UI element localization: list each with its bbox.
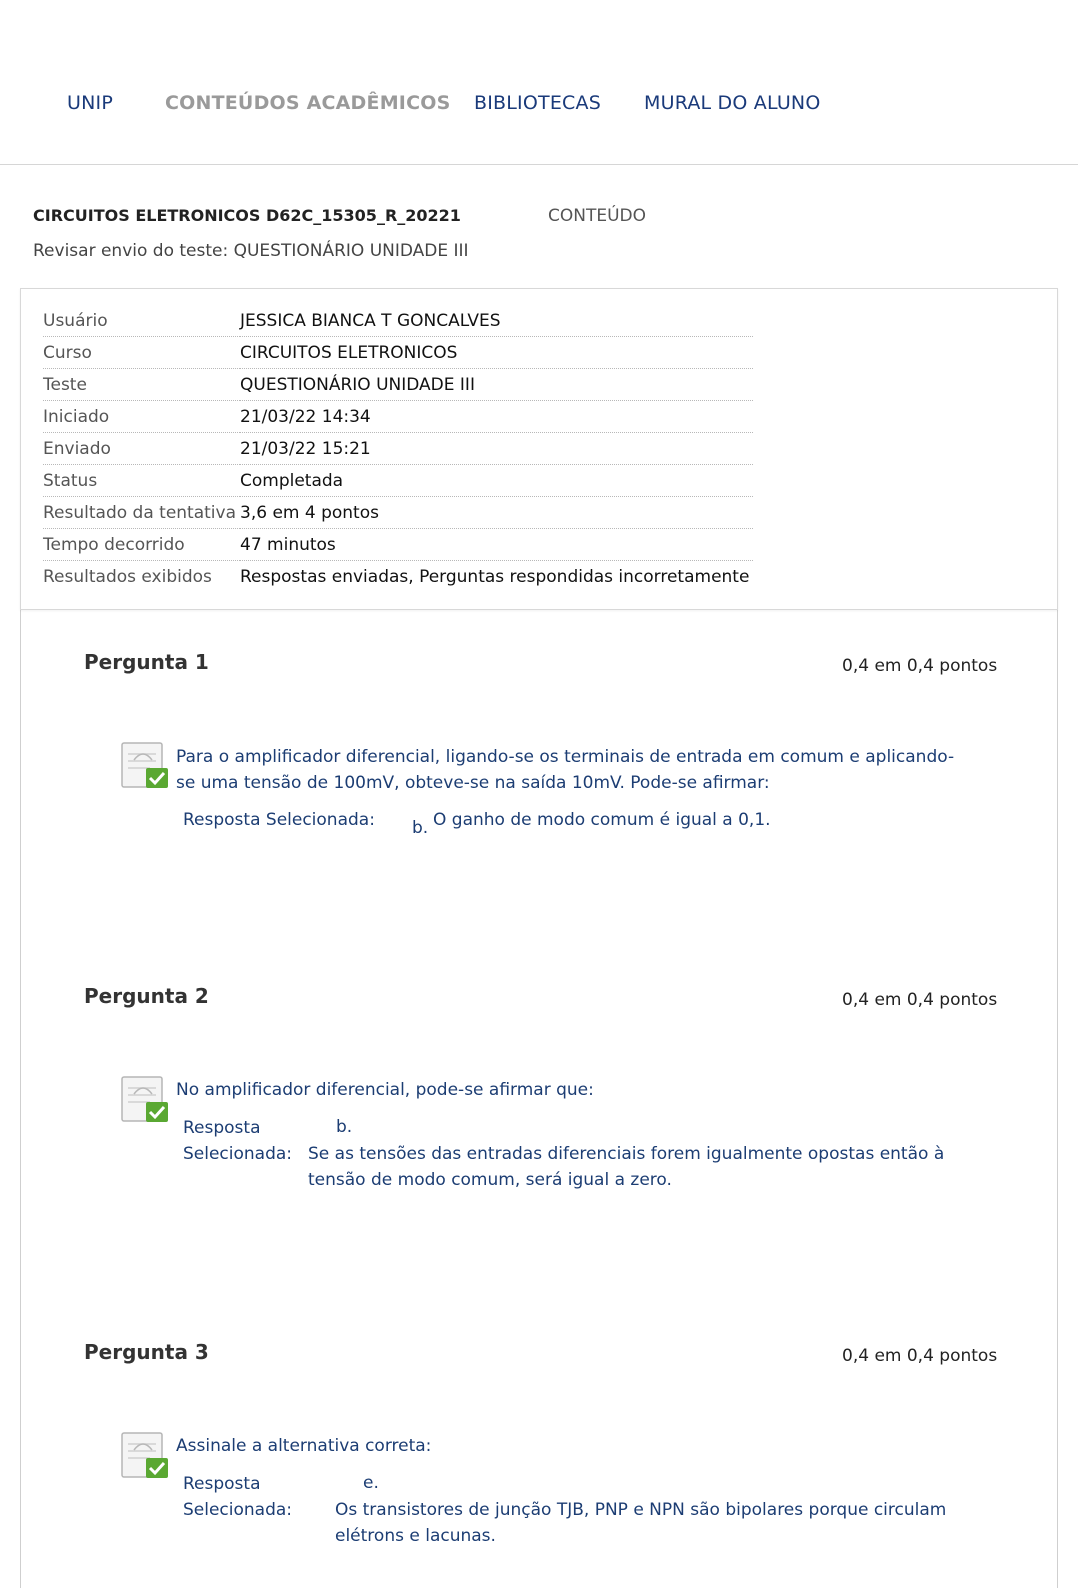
question-3-answer [335, 1497, 995, 1549]
question-1-title: Pergunta 1 [84, 650, 209, 674]
question-3-answer-line-2: elétrons e lacunas. [335, 1526, 496, 1546]
top-navigation [0, 0, 1078, 165]
question-2-response-label-line-1: Resposta [183, 1118, 261, 1138]
question-2-answer-line-2: tensão de modo comum, será igual a zero. [308, 1170, 672, 1190]
summary-row [43, 529, 753, 561]
nav-conteudos-academicos[interactable]: CONTEÚDOS ACADÊMICOS [165, 92, 451, 114]
summary-label: Enviado [43, 433, 240, 465]
summary-row [43, 433, 753, 465]
question-3-answer-letter: e. [363, 1473, 379, 1493]
summary-label: Resultado da tentativa [43, 497, 240, 529]
nav-bibliotecas[interactable]: BIBLIOTECAS [474, 92, 601, 114]
summary-row [43, 401, 753, 433]
summary-row [43, 337, 753, 369]
question-1-text [176, 744, 966, 796]
summary-label: Resultados exibidos [43, 566, 212, 587]
question-1-answer: O ganho de modo comum é igual a 0,1. [433, 810, 771, 830]
summary-value: QUESTIONÁRIO UNIDADE III [240, 369, 753, 401]
question-3-text: Assinale a alternativa correta: [176, 1436, 432, 1456]
summary-row [43, 305, 753, 337]
question-1-points: 0,4 em 0,4 pontos [842, 656, 998, 676]
summary-label: Curso [43, 337, 240, 369]
page-title: Revisar envio do teste: QUESTIONÁRIO UNIDADE III [33, 241, 469, 261]
summary-value: 3,6 em 4 pontos [240, 497, 753, 529]
question-2-answer [308, 1141, 988, 1193]
question-2-answer-line-1: Se as tensões das entradas diferenciais forem igualmente opostas então à [308, 1144, 945, 1164]
question-1-text-line-2: se uma tensão de 100mV, obteve-se na saída 10mV. Pode-se afirmar: [176, 773, 770, 793]
summary-row [43, 561, 753, 593]
summary-value: Respostas enviadas, Perguntas respondidas incorretamente [240, 566, 750, 587]
summary-value: 21/03/22 14:34 [240, 401, 753, 433]
correct-answer-icon [120, 1430, 172, 1482]
question-3-response-label-line-1: Resposta [183, 1474, 261, 1494]
correct-answer-icon [120, 740, 172, 792]
question-2-title: Pergunta 2 [84, 984, 209, 1008]
course-breadcrumb[interactable]: CIRCUITOS ELETRONICOS D62C_15305_R_20221 [33, 206, 461, 225]
question-1-response-label: Resposta Selecionada: [183, 810, 375, 830]
question-3-answer-line-1: Os transistores de junção TJB, PNP e NPN são bipolares porque circulam [335, 1500, 947, 1520]
summary-value: JESSICA BIANCA T GONCALVES [240, 305, 753, 337]
summary-row [43, 465, 753, 497]
question-2-answer-letter: b. [336, 1117, 353, 1137]
question-3-title: Pergunta 3 [84, 1340, 209, 1364]
summary-label: Teste [43, 369, 240, 401]
question-1-text-line-1: Para o amplificador diferencial, ligando-se os terminais de entrada em comum e aplicando- [176, 747, 955, 767]
summary-label: Status [43, 465, 240, 497]
question-2-response-label [183, 1115, 292, 1167]
question-2-points: 0,4 em 0,4 pontos [842, 990, 998, 1010]
question-1-answer-letter: b. [412, 818, 429, 838]
nav-mural-do-aluno[interactable]: MURAL DO ALUNO [644, 92, 821, 114]
question-2-response-label-line-2: Selecionada: [183, 1144, 293, 1164]
summary-value: Completada [240, 465, 753, 497]
summary-label: Iniciado [43, 401, 240, 433]
summary-label: Tempo decorrido [43, 529, 240, 561]
summary-value: CIRCUITOS ELETRONICOS [240, 337, 753, 369]
summary-label: Usuário [43, 305, 240, 337]
summary-row [43, 497, 753, 529]
summary-value: 21/03/22 15:21 [240, 433, 753, 465]
question-3-points: 0,4 em 0,4 pontos [842, 1346, 998, 1366]
content-breadcrumb[interactable]: CONTEÚDO [548, 206, 647, 226]
question-3-response-label-line-2: Selecionada: [183, 1500, 293, 1520]
nav-unip[interactable]: UNIP [67, 92, 113, 114]
attempt-summary-table [43, 305, 753, 592]
correct-answer-icon [120, 1074, 172, 1126]
summary-row [43, 369, 753, 401]
question-3-response-label [183, 1471, 292, 1523]
question-2-text: No amplificador diferencial, pode-se afirmar que: [176, 1080, 594, 1100]
summary-value: 47 minutos [240, 529, 753, 561]
